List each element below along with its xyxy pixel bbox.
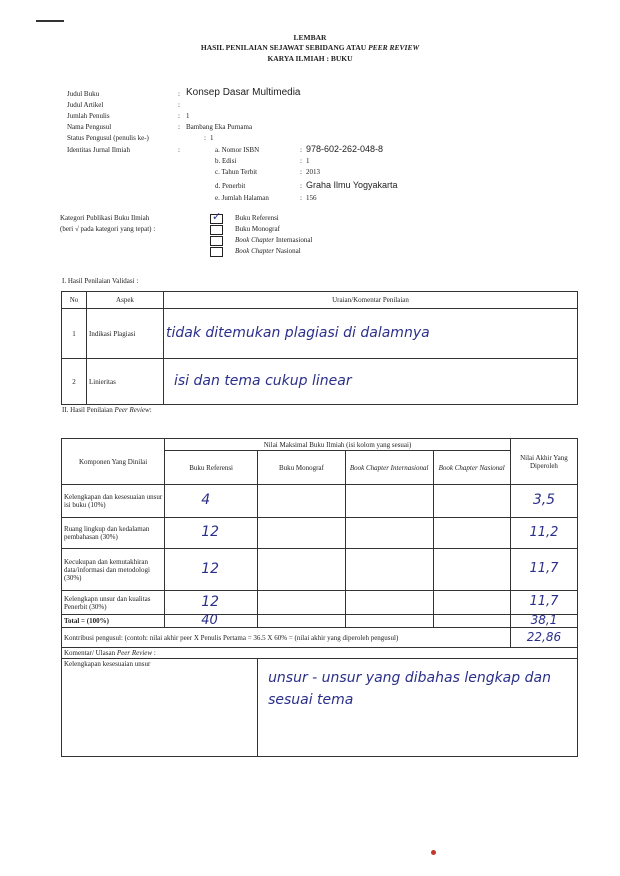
checkbox-book-chapter-nasional[interactable] — [210, 247, 223, 257]
kategori-option: Book Chapter Internasional — [235, 236, 313, 244]
nilai-akhir-header: Nilai Akhir Yang Diperoleh — [510, 439, 577, 485]
checkbox-book-chapter-internasional[interactable] — [210, 236, 223, 246]
table-row — [62, 549, 578, 591]
nama-pengusul-value: Bambang Eka Purnama — [186, 123, 253, 131]
scan-dot — [431, 850, 436, 855]
jumlah-penulis-value: 1 — [186, 112, 190, 120]
komentar-label: Kelengkapan kesesuaian unsur — [62, 659, 258, 757]
identity-label: c. Tahun Terbit — [215, 168, 258, 176]
identity-label: b. Edisi — [215, 157, 237, 165]
aspek-cell: Indikasi Plagiasi — [87, 309, 164, 359]
komponen-header: Komponen Yang Dinilai — [62, 439, 165, 485]
ref-cell: 4 — [165, 485, 258, 518]
table-row — [62, 309, 578, 359]
komponen-cell: Kecukupan dan kemutakhiran data/informasi dan metodologi (30%) — [62, 549, 165, 591]
total-ref: 40 — [165, 615, 258, 628]
aspek-cell: Linieritas — [87, 359, 164, 405]
judul-buku-value: Konsep Dasar Multimedia — [186, 87, 301, 98]
akhir-cell: 3,5 — [510, 485, 577, 518]
scan-mark — [36, 20, 64, 22]
table-row — [62, 591, 578, 615]
komponen-cell: Ruang lingkup dan kedalaman pembahasan (30%) — [62, 518, 165, 549]
info-label: Judul Buku — [67, 90, 100, 98]
status-pengusul-value: 1 — [210, 134, 214, 142]
akhir-cell: 11,2 — [510, 518, 577, 549]
info-label: Judul Artikel — [67, 101, 104, 109]
col-header: Book Chapter Internasional — [345, 451, 433, 485]
doc-subtitle: HASIL PENILAIAN SEJAWAT SEBIDANG ATAU PEER REVIEW — [200, 43, 420, 52]
komponen-cell: Kelengkapn unsur dan kualitas Penerbit (30%) — [62, 591, 165, 615]
col-header: Book Chapter Nasional — [433, 451, 510, 485]
komentar-text: unsur - unsur yang dibahas lengkap dan sesuai tema — [258, 659, 578, 757]
total-label: Total = (100%) — [62, 615, 165, 628]
checkbox-buku-referensi[interactable] — [210, 210, 223, 224]
col-header: Buku Referensi — [165, 451, 258, 485]
doc-title: LEMBAR — [293, 33, 327, 42]
identity-label: a. Nomor ISBN — [215, 146, 260, 154]
kategori-option: Buku Referensi — [235, 214, 279, 222]
ref-cell: 12 — [165, 518, 258, 549]
nilai-max-header: Nilai Maksimal Buku Ilmiah (isi kolom yang sesuai) — [165, 439, 511, 451]
kategori-hint: (beri √ pada kategori yang tepat) : — [60, 225, 156, 233]
row-number: 1 — [62, 309, 87, 359]
komentar-row — [62, 659, 578, 757]
info-label: Nama Pengusul — [67, 123, 112, 131]
col-header: Uraian/Komentar Penilaian — [164, 292, 578, 309]
validasi-table — [61, 291, 578, 405]
col-header: Buku Monograf — [258, 451, 346, 485]
komentar-cell: tidak ditemukan plagiasi di dalamnya — [164, 309, 578, 359]
info-label: Identitas Jurnal Ilmiah — [67, 146, 130, 154]
kategori-option: Book Chapter Nasional — [235, 247, 301, 255]
kontribusi-label: Kontribusi pengusul: (contoh: nilai akhir peer X Penulis Pertama = 36.5 X 60% = (nilai akhir yang diperoleh pengusul) — [62, 628, 511, 648]
col-header: No — [62, 292, 87, 309]
table-row — [62, 518, 578, 549]
info-label: Status Pengusul (penulis ke-) — [67, 134, 149, 142]
col-header: Aspek — [87, 292, 164, 309]
penerbit-value: Graha Ilmu Yogyakarta — [306, 180, 398, 190]
edisi-value: 1 — [306, 157, 310, 165]
akhir-cell: 11,7 — [510, 549, 577, 591]
kontribusi-row — [62, 628, 578, 648]
total-row — [62, 615, 578, 628]
identity-label: e. Jumlah Halaman — [215, 194, 269, 202]
kontribusi-value: 22,86 — [510, 628, 577, 648]
kategori-option: Buku Monograf — [235, 225, 280, 233]
section-validasi-title: I. Hasil Penilaian Validasi : — [62, 277, 139, 285]
identity-label: d. Penerbit — [215, 182, 246, 190]
tahun-value: 2013 — [306, 168, 320, 176]
akhir-cell: 11,7 — [510, 591, 577, 615]
isbn-value: 978-602-262-048-8 — [306, 144, 384, 154]
komentar-cell: isi dan tema cukup linear — [164, 359, 578, 405]
doc-subtitle-2: KARYA ILMIAH : BUKU — [267, 54, 353, 63]
peer-review-table — [61, 438, 578, 757]
komponen-cell: Kelengkapan dan kesesuaian unsur isi buku (10%) — [62, 485, 165, 518]
row-number: 2 — [62, 359, 87, 405]
ref-cell: 12 — [165, 591, 258, 615]
table-row — [62, 359, 578, 405]
ref-cell: 12 — [165, 549, 258, 591]
total-akhir: 38,1 — [510, 615, 577, 628]
kategori-label: Kategori Publikasi Buku Ilmiah — [60, 214, 150, 222]
table-row — [62, 485, 578, 518]
checkbox-buku-monograf[interactable] — [210, 225, 223, 235]
check-mark-icon: ✓ — [212, 210, 222, 223]
section-peer-title: II. Hasil Penilaian Peer Review: — [62, 406, 152, 414]
halaman-value: 156 — [306, 194, 317, 202]
komentar-title: Komentar/ Ulasan Peer Review : — [62, 648, 578, 659]
info-label: Jumlah Penulis — [67, 112, 110, 120]
